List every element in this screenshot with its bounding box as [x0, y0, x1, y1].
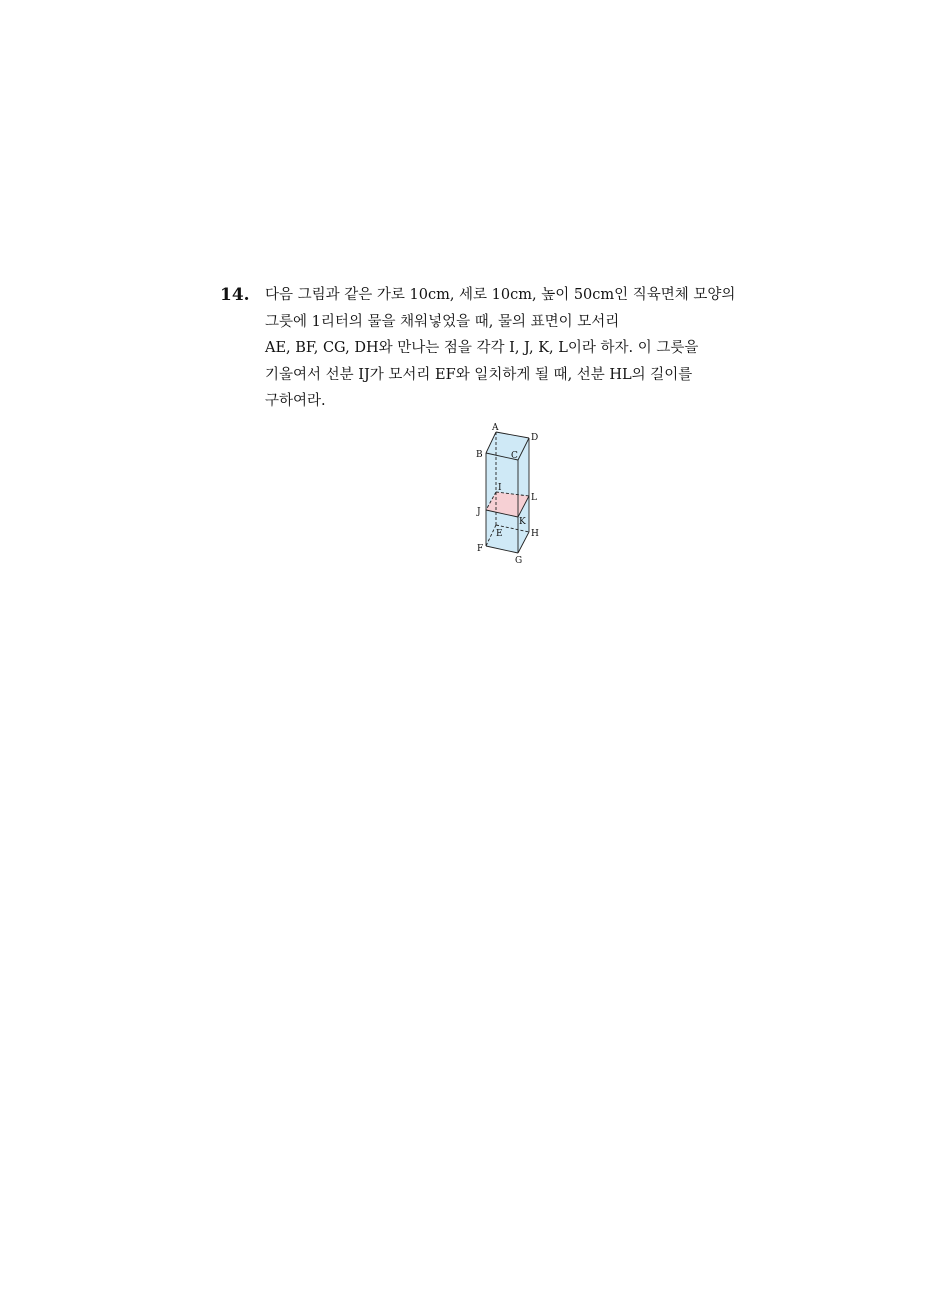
vertex-label-b: B: [476, 450, 483, 460]
problem-line-1: 다음 그림과 같은 가로 10cm, 세로 10cm, 높이 50cm인 직육면체 모양의: [265, 287, 736, 303]
vertex-label-e: E: [496, 529, 503, 539]
problem-line-5: 구하여라.: [265, 393, 326, 409]
vertex-label-c: C: [511, 451, 518, 461]
problem-line-2: 그릇에 1리터의 물을 채워넣었을 때, 물의 표면이 모서리: [265, 313, 620, 330]
vertex-label-l: L: [531, 493, 537, 503]
vertex-label-d: D: [531, 433, 539, 443]
vertex-label-i: I: [498, 483, 502, 493]
vertex-label-a: A: [492, 423, 499, 433]
vertex-label-j: J: [477, 507, 481, 517]
cuboid-diagram: [470, 420, 550, 570]
problem-statement: [265, 282, 785, 415]
vertex-label-f: F: [477, 544, 484, 554]
vertex-label-h: H: [531, 529, 539, 539]
cuboid-figure: [470, 420, 550, 570]
problem-number: 14.: [220, 285, 250, 305]
vertex-label-g: G: [515, 556, 523, 566]
problem-line-3: AE, BF, CG, DH와 만나는 점을 각각 I, J, K, L이라 하자. 이 그릇을: [265, 340, 699, 356]
vertex-label-k: K: [519, 517, 526, 527]
problem-line-4: 기울여서 선분 IJ가 모서리 EF와 일치하게 될 때, 선분 HL의 길이를: [265, 366, 693, 383]
